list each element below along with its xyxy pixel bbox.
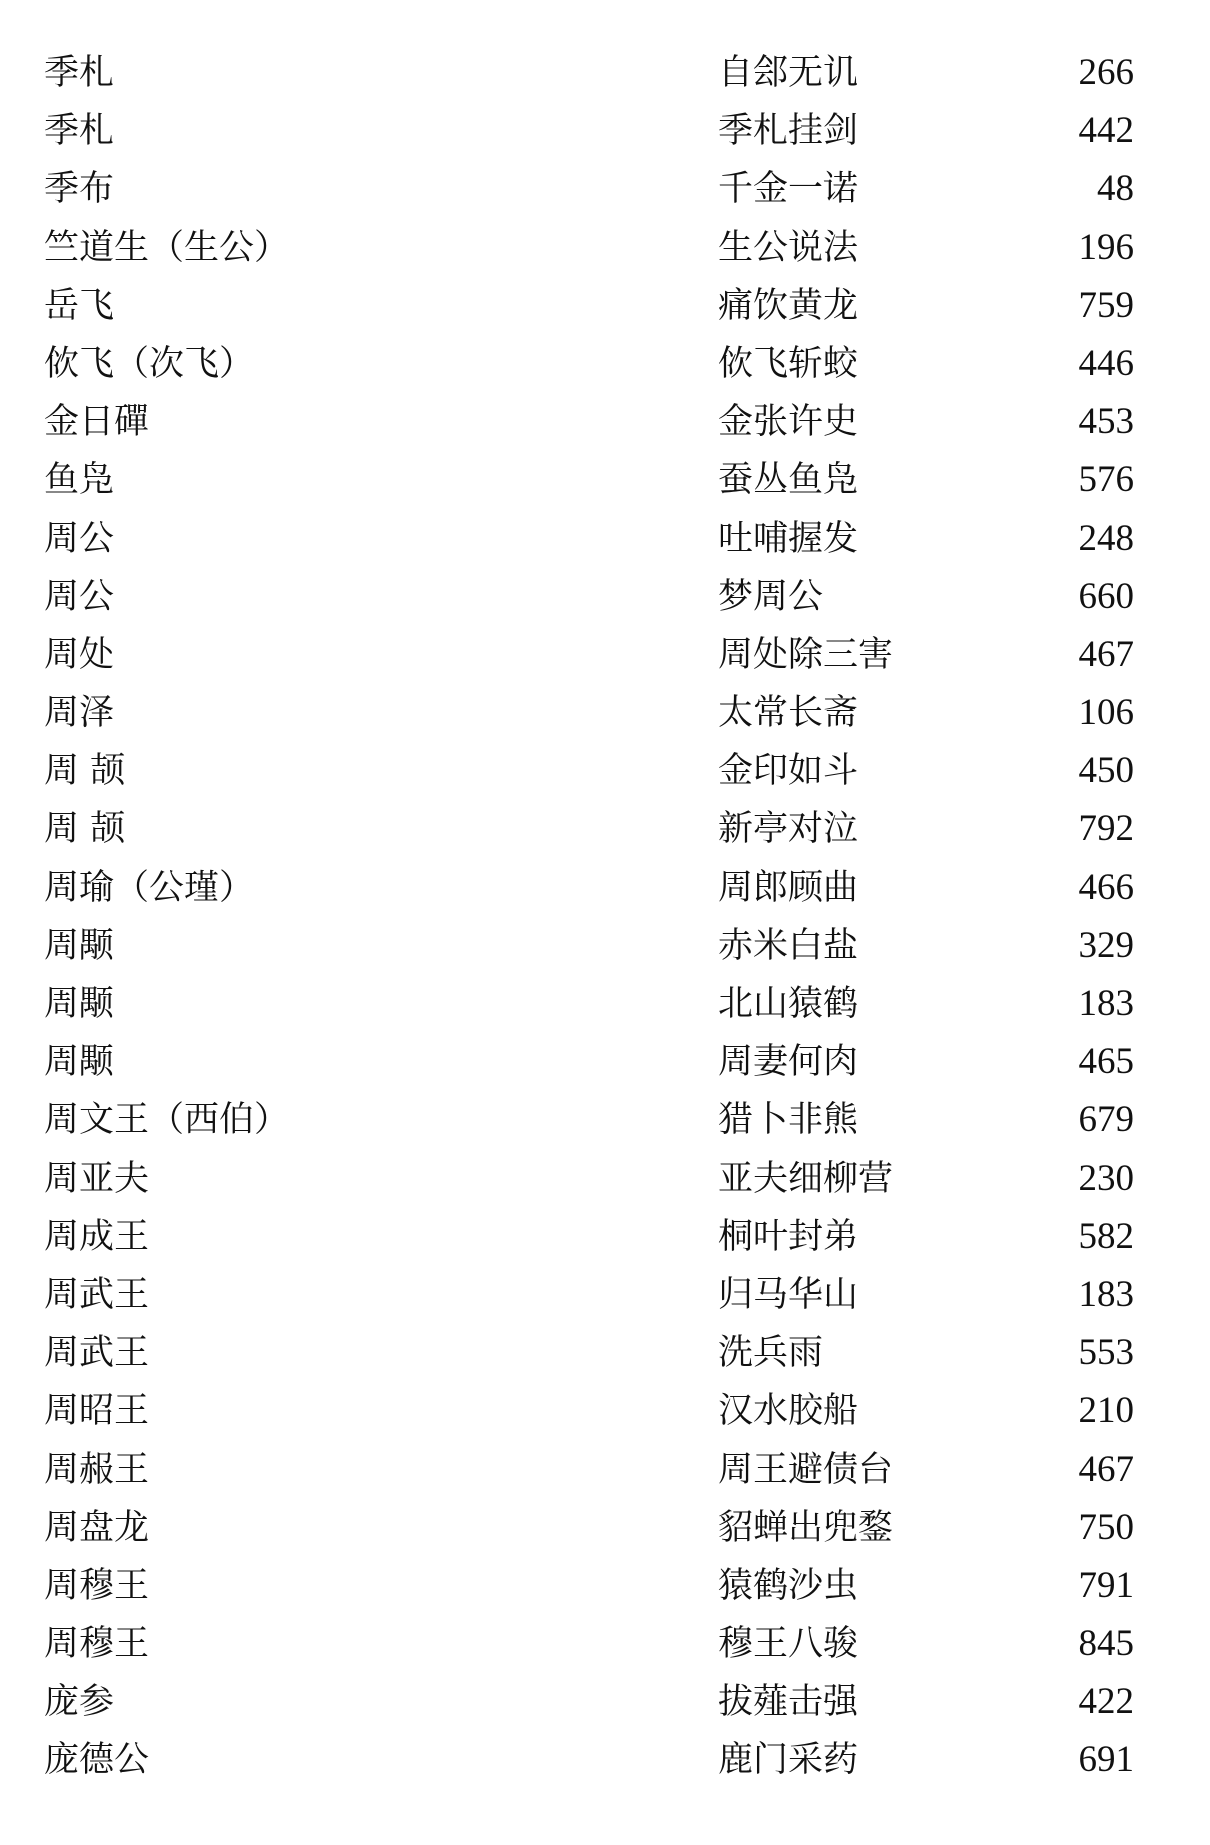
- allusion-title: 赤米白盐: [718, 925, 859, 966]
- index-row: [0, 1091, 1210, 1149]
- index-row: [0, 1499, 1210, 1557]
- page-number: 467: [1078, 1448, 1134, 1490]
- allusion-title: 周王避债台: [718, 1449, 894, 1490]
- allusion-title: 太常长斋: [718, 693, 859, 734]
- page-number: 183: [1078, 1273, 1134, 1315]
- person-name: 岳飞: [44, 285, 115, 326]
- allusion-title: 季札挂剑: [718, 111, 859, 152]
- person-name: 周成王: [44, 1216, 150, 1257]
- person-name: 周亚夫: [44, 1158, 150, 1199]
- index-row: [0, 1382, 1210, 1440]
- person-name: 周泽: [44, 693, 115, 734]
- index-row: [0, 335, 1210, 393]
- page-number: 576: [1078, 459, 1134, 501]
- person-name: 季札: [44, 111, 115, 152]
- person-name: 季布: [44, 169, 115, 210]
- person-name: 周颙: [44, 984, 115, 1024]
- allusion-title: 新亭对泣: [718, 809, 859, 850]
- page-number: 442: [1078, 110, 1134, 152]
- page-number: 679: [1078, 1099, 1134, 1141]
- person-name: 周赧王: [44, 1449, 150, 1490]
- index-row: [0, 1731, 1210, 1789]
- page-number: 553: [1078, 1332, 1134, 1374]
- allusion-title: 自郐无讥: [718, 53, 859, 93]
- person-name: 周武王: [44, 1274, 150, 1315]
- person-name: 周武王: [44, 1333, 150, 1374]
- page-number: 196: [1078, 226, 1134, 268]
- person-name: 周颙: [44, 925, 115, 966]
- index-row: [0, 1557, 1210, 1615]
- index-row: [0, 510, 1210, 568]
- allusion-title: 佽飞斩蛟: [718, 343, 859, 384]
- allusion-title: 穆王八骏: [718, 1624, 859, 1665]
- allusion-title: 周郎顾曲: [718, 867, 859, 908]
- page-number: 329: [1078, 924, 1134, 966]
- person-name: 周瑜（公瑾）: [44, 867, 255, 908]
- person-name: 周盘龙: [44, 1507, 150, 1548]
- page-number: 210: [1078, 1390, 1134, 1432]
- person-name: 竺道生（生公）: [44, 227, 290, 268]
- person-name: 庞德公: [44, 1740, 150, 1781]
- index-list: [0, 44, 1210, 1790]
- allusion-title: 桐叶封弟: [718, 1216, 859, 1257]
- person-name: 周文王（西伯）: [44, 1100, 290, 1141]
- allusion-title: 周妻何肉: [718, 1042, 859, 1083]
- page-number: 266: [1078, 52, 1134, 93]
- allusion-title: 猿鹤沙虫: [718, 1565, 859, 1606]
- person-name: 周公: [44, 518, 115, 559]
- page-number: 48: [1097, 168, 1134, 210]
- index-row: [0, 1266, 1210, 1324]
- index-row: [0, 102, 1210, 160]
- index-row: [0, 1033, 1210, 1091]
- index-row: [0, 1615, 1210, 1673]
- allusion-title: 亚夫细柳营: [718, 1158, 894, 1199]
- person-name: 庞参: [44, 1682, 115, 1723]
- person-name: 周公: [44, 576, 115, 617]
- allusion-title: 生公说法: [718, 227, 859, 268]
- person-name: 周穆王: [44, 1565, 150, 1606]
- page-number: 750: [1078, 1506, 1134, 1548]
- page-number: 467: [1078, 633, 1134, 675]
- allusion-title: 吐哺握发: [718, 518, 859, 559]
- index-row: [0, 451, 1210, 509]
- page-number: 759: [1078, 284, 1134, 326]
- index-row: [0, 1673, 1210, 1731]
- person-name: 周 颉: [44, 751, 126, 792]
- page-number: 422: [1078, 1681, 1134, 1723]
- person-name: 季札: [44, 53, 115, 93]
- person-name: 周 颉: [44, 809, 126, 850]
- page-number: 660: [1078, 575, 1134, 617]
- allusion-title: 梦周公: [718, 576, 824, 617]
- index-row: [0, 568, 1210, 626]
- index-row: [0, 626, 1210, 684]
- page-number: 453: [1078, 401, 1134, 443]
- person-name: 佽飞（次飞）: [44, 343, 255, 384]
- index-row: [0, 219, 1210, 277]
- page-number: 791: [1078, 1564, 1134, 1606]
- person-name: 周处: [44, 634, 115, 675]
- index-row: [0, 44, 1210, 102]
- person-name: 周颙: [44, 1042, 115, 1083]
- page-number: 465: [1078, 1041, 1134, 1083]
- page-number: 230: [1078, 1157, 1134, 1199]
- allusion-title: 北山猿鹤: [718, 984, 859, 1024]
- index-row: [0, 393, 1210, 451]
- page-number: 792: [1078, 808, 1134, 850]
- page-number: 183: [1078, 983, 1134, 1024]
- allusion-title: 貂蝉出兜鍪: [718, 1507, 894, 1548]
- allusion-title: 洗兵雨: [718, 1333, 824, 1374]
- index-row: [0, 742, 1210, 800]
- index-row: [0, 1441, 1210, 1499]
- page-number: 450: [1078, 750, 1134, 792]
- page-number: 248: [1078, 517, 1134, 559]
- index-row: [0, 277, 1210, 335]
- page-number: 466: [1078, 866, 1134, 908]
- index-row: [0, 1324, 1210, 1382]
- allusion-title: 拔薤击强: [718, 1682, 859, 1723]
- index-row: [0, 859, 1210, 917]
- person-name: 鱼凫: [44, 460, 115, 501]
- allusion-title: 金印如斗: [718, 751, 859, 792]
- page-number: 845: [1078, 1623, 1134, 1665]
- page-number: 106: [1078, 692, 1134, 734]
- person-name: 周昭王: [44, 1391, 150, 1432]
- allusion-title: 归马华山: [718, 1274, 859, 1315]
- allusion-title: 汉水胶船: [718, 1391, 859, 1432]
- index-row: [0, 684, 1210, 742]
- person-name: 周穆王: [44, 1624, 150, 1665]
- allusion-title: 周处除三害: [718, 634, 894, 675]
- allusion-title: 鹿门采药: [718, 1740, 859, 1781]
- person-name: 金日磾: [44, 402, 150, 443]
- allusion-title: 金张许史: [718, 402, 859, 443]
- index-row: [0, 975, 1210, 1033]
- index-row: [0, 800, 1210, 858]
- page-number: 691: [1078, 1739, 1134, 1781]
- page-number: 582: [1078, 1215, 1134, 1257]
- allusion-title: 猎卜非熊: [718, 1100, 859, 1141]
- index-row: [0, 1150, 1210, 1208]
- index-row: [0, 160, 1210, 218]
- index-row: [0, 1208, 1210, 1266]
- page-number: 446: [1078, 342, 1134, 384]
- allusion-title: 痛饮黄龙: [718, 285, 859, 326]
- index-row: [0, 917, 1210, 975]
- allusion-title: 蚕丛鱼凫: [718, 460, 859, 501]
- allusion-title: 千金一诺: [718, 169, 859, 210]
